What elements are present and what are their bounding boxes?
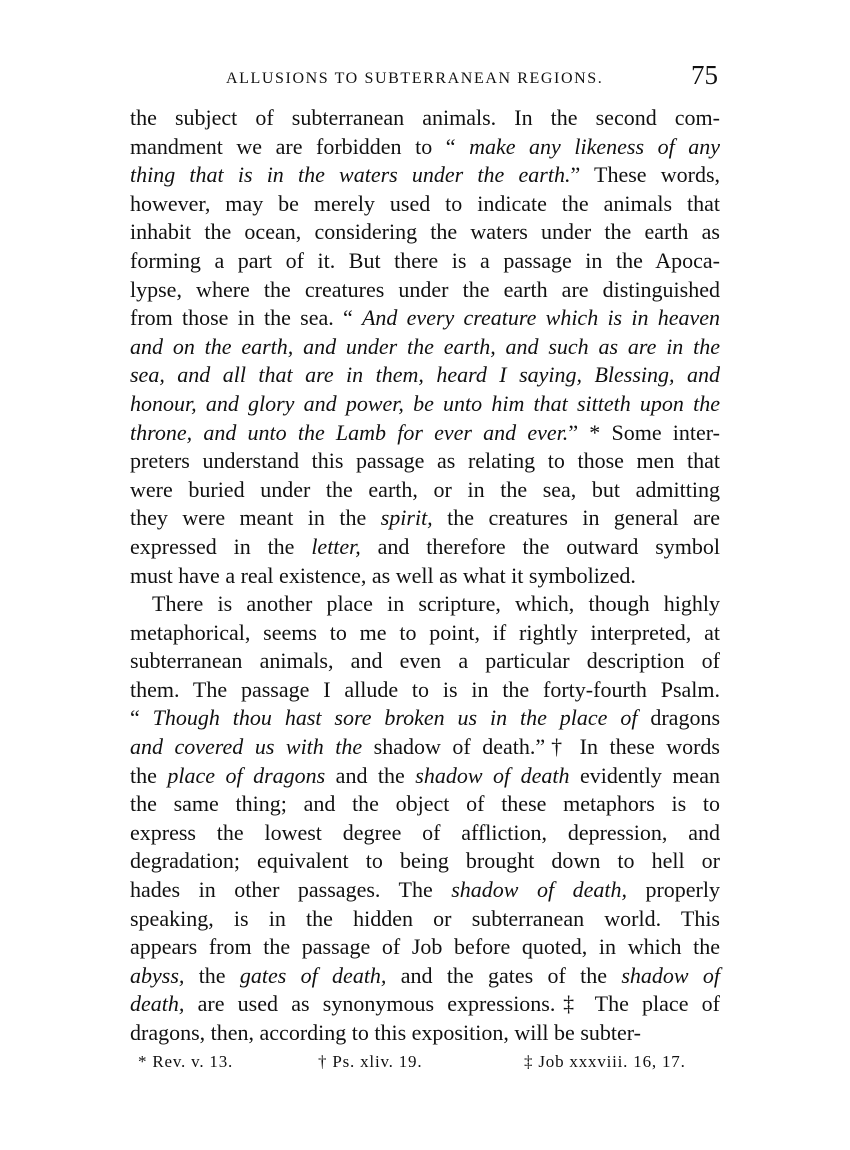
text-line [130,190,720,219]
roman-run: the subject of subterranean animals. In the second com- [130,105,720,130]
italic-run: Though thou hast sore broken us in the place of [152,705,638,731]
text-line [130,790,720,819]
italic-run: throne, and unto the Lamb for ever and ever. [130,419,569,445]
text-line [130,533,720,562]
roman-run: expressed in the [130,533,312,559]
roman-run: the [184,962,240,988]
footnote-1: * Rev. v. 13. [138,1051,234,1071]
text-line [130,247,720,276]
paragraph-1 [130,104,720,590]
text-line [130,304,720,333]
text-line [130,962,720,991]
roman-run: however, may be merely used to indicate the animals that [130,190,720,216]
text-line [130,676,720,705]
italic-run: and covered us with the [130,734,363,760]
roman-run: subterranean animals, and even a particular description of [130,648,720,674]
italic-run: shadow of [621,962,720,988]
text-line [130,704,720,733]
text-line [130,762,720,791]
text-line [130,133,720,162]
roman-run: the same thing; and the object of these metaphors is to [130,791,720,817]
running-head [130,58,720,98]
roman-run: dragons, then, according to this exposition, will be subter- [130,1020,641,1045]
roman-run: express the lowest degree of affliction, depression, and [130,819,720,845]
italic-run: and on the earth, and under the earth, and such as are in the [130,333,720,359]
roman-run: the creatures in general are [432,505,720,531]
roman-run: them. The passage I allude to is in the forty-fourth Psalm. [130,676,720,702]
italic-run: spirit, [380,505,433,531]
roman-run: shadow of death.”† In these words [362,734,720,760]
roman-run: hades in other passages. The [130,877,452,903]
roman-run: dragons [637,705,721,731]
text-line [130,161,720,190]
text-line [130,990,720,1019]
text-line [130,333,720,362]
roman-run: “ [130,705,153,731]
text-line [130,619,720,648]
roman-run: the [130,762,168,788]
roman-run: lypse, where the creatures under the earth are distinguished [130,276,720,302]
roman-run: must have a real existence, as well as what it symbolized. [130,562,636,588]
text-line [130,276,720,305]
italic-run: sea, and all that are in them, heard I saying, Blessing, and [130,362,720,388]
roman-run: ” These words, [570,162,721,188]
footnotes [130,1052,720,1078]
italic-run: letter, [311,533,361,559]
text-line [130,361,720,390]
text-line [130,447,720,476]
paragraph-2 [130,590,720,1048]
italic-run: And every creature which is in heaven [361,305,720,331]
text-line [130,819,720,848]
text-line [130,590,720,619]
italic-run: make any likeness of any [469,133,721,159]
italic-run: honour, and glory and power, be unto him that sitteth upon the [130,390,720,416]
roman-run: were buried under the earth, or in the sea, but admitting [130,476,720,502]
roman-run: inhabit the ocean, considering the waters under the earth as [130,219,720,245]
roman-run: and the gates of the [386,962,622,988]
footnote-2: † Ps. xliv. 19. [318,1051,423,1071]
page-number: 75 [691,60,718,90]
text-line [130,647,720,676]
text-line [130,476,720,505]
italic-run: death, [130,991,185,1017]
roman-run: metaphorical, seems to me to point, if rightly interpreted, at [130,619,720,645]
running-title: ALLUSIONS TO SUBTERRANEAN REGIONS. [226,70,604,87]
roman-run: from those in the sea. “ [130,305,362,331]
text-line [130,933,720,962]
roman-run: There is another place in scripture, which, though highly [152,591,720,617]
italic-run: thing that is in the waters under the earth. [130,162,571,188]
roman-run: degradation; equivalent to being brought down to hell or [130,848,720,874]
italic-run: gates of death, [239,962,387,988]
body-text [130,104,720,1048]
text-line [130,504,720,533]
text-line [130,419,720,448]
roman-run: speaking, is in the hidden or subterranean world. This [130,905,720,931]
text-line [130,905,720,934]
roman-run: ” * Some inter- [568,419,720,445]
roman-run: and the [325,762,416,788]
text-line [130,562,720,591]
text-line [130,390,720,419]
italic-run: place of dragons [167,762,326,788]
roman-run: forming a part of it. But there is a passage in the Apoca- [130,247,720,273]
italic-run: shadow of death, [451,877,627,903]
footnote-3: ‡ Job xxxviii. 16, 17. [524,1051,686,1071]
text-line [130,218,720,247]
roman-run: mandment we are forbidden to “ [130,133,470,159]
roman-run: preters understand this passage as relating to those men that [130,448,720,474]
roman-run: they were meant in the [130,505,381,531]
italic-run: shadow of death [415,762,570,788]
italic-run: abyss, [130,962,185,988]
text-line [130,847,720,876]
text-line [130,876,720,905]
roman-run: are used as synonymous expressions.‡ The place of [184,991,720,1017]
text-line [130,104,720,133]
text-line [130,733,720,762]
roman-run: evidently mean [569,762,720,788]
roman-run: properly [626,877,720,903]
book-page [130,58,720,1078]
text-line [130,1019,720,1048]
roman-run: and therefore the outward symbol [360,533,721,559]
roman-run: appears from the passage of Job before quoted, in which the [130,934,720,960]
